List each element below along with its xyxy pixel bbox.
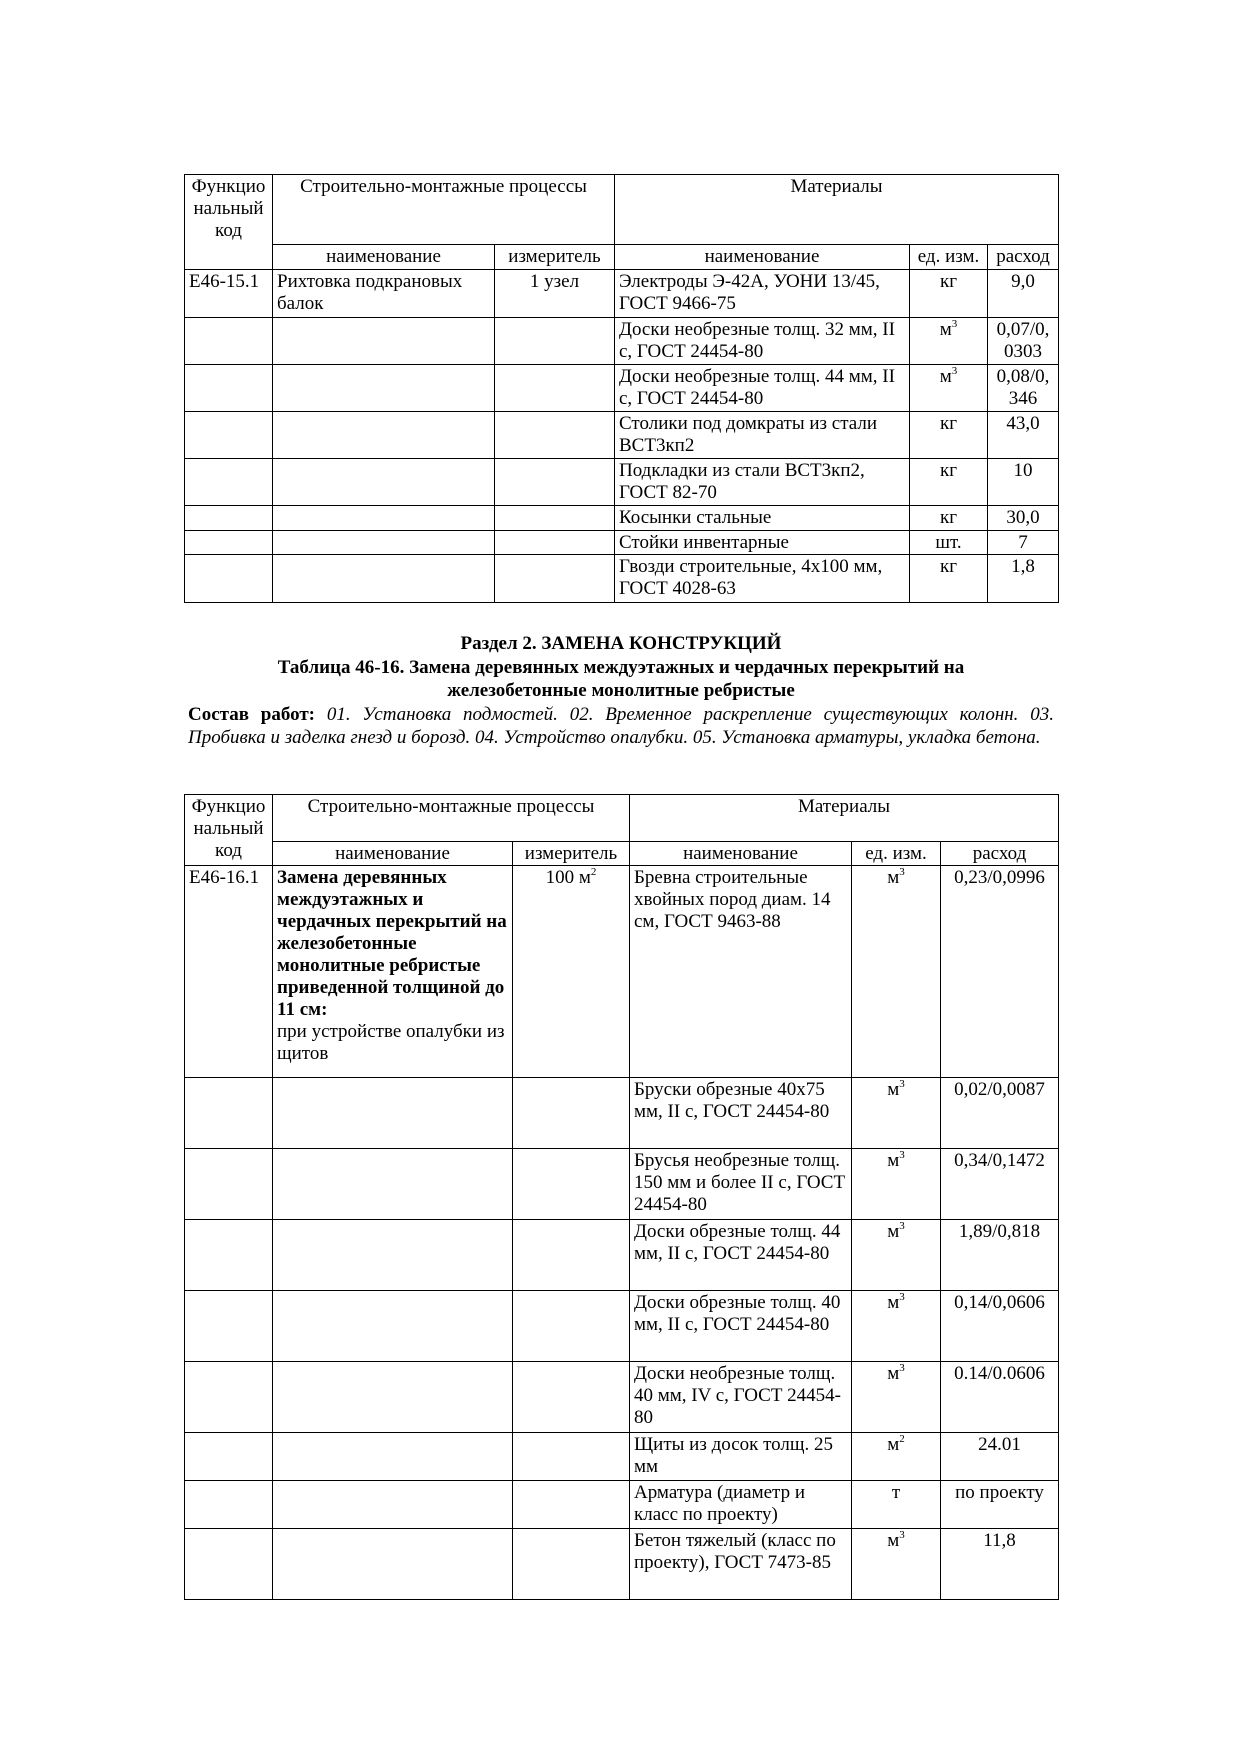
material-unit: кг xyxy=(910,412,988,459)
work-composition xyxy=(188,703,1054,749)
material-name: Косынки стальные xyxy=(615,506,910,531)
material-name: Подкладки из стали ВСТ3кп2, ГОСТ 82-70 xyxy=(615,459,910,506)
material-consumption: 0.14/0.0606 xyxy=(941,1362,1059,1433)
material-unit: кг xyxy=(910,555,988,603)
table-row xyxy=(185,555,1059,603)
table-row xyxy=(185,1433,1059,1481)
table-row xyxy=(185,412,1059,459)
table-title: Таблица 46-16. Замена деревянных междуэтажных и чердачных перекрытий на железобетонные монолитные ребристые xyxy=(277,657,965,701)
header-material-unit: ед. изм. xyxy=(852,842,941,866)
material-consumption: 24.01 xyxy=(941,1433,1059,1481)
header-material-consumption: расход xyxy=(941,842,1059,866)
material-consumption: 30,0 xyxy=(988,506,1059,531)
material-name: Доски необрезные толщ. 40 мм, IV с, ГОСТ 24454-80 xyxy=(630,1362,852,1433)
material-name: Столики под домкраты из стали ВСТ3кп2 xyxy=(615,412,910,459)
material-unit: $м^3$ xyxy=(852,1220,941,1291)
material-name: Доски обрезные толщ. 44 мм, II с, ГОСТ 24454-80 xyxy=(630,1220,852,1291)
header-material-unit: ед. изм. xyxy=(910,245,988,270)
process-meter: 1 узел xyxy=(495,270,615,318)
table-row xyxy=(185,1481,1059,1529)
table-subheader-row xyxy=(185,842,1059,866)
material-unit: $м^3$ xyxy=(852,1078,941,1149)
table-row xyxy=(185,270,1059,318)
header-code: Функцио нальный код xyxy=(185,175,273,270)
material-unit: кг xyxy=(910,270,988,318)
material-unit: $м^3$ xyxy=(910,318,988,365)
material-consumption: 0,14/0,0606 xyxy=(941,1291,1059,1362)
table-subheader-row xyxy=(185,245,1059,270)
table-row xyxy=(185,365,1059,412)
material-name: Бруски обрезные 40х75 мм, II с, ГОСТ 24454-80 xyxy=(630,1078,852,1149)
material-consumption: 9,0 xyxy=(988,270,1059,318)
material-consumption: 11,8 xyxy=(941,1529,1059,1600)
material-name: Брусья необрезные толщ. 150 мм и более II с, ГОСТ 24454-80 xyxy=(630,1149,852,1220)
material-consumption: 0,02/0,0087 xyxy=(941,1078,1059,1149)
header-materials: Материалы xyxy=(630,795,1059,842)
material-unit: $м^2$ xyxy=(852,1433,941,1481)
material-consumption: 43,0 xyxy=(988,412,1059,459)
table-row xyxy=(185,1149,1059,1220)
table-row xyxy=(185,1291,1059,1362)
material-name: Доски обрезные толщ. 40 мм, II с, ГОСТ 24454-80 xyxy=(630,1291,852,1362)
material-consumption: 10 xyxy=(988,459,1059,506)
material-name: Бетон тяжелый (класс по проекту), ГОСТ 7473-85 xyxy=(630,1529,852,1600)
header-process-name: наименование xyxy=(273,842,513,866)
material-unit: $м^3$ xyxy=(910,365,988,412)
table-row xyxy=(185,531,1059,555)
table-row xyxy=(185,1078,1059,1149)
material-unit: $м^3$ xyxy=(852,1149,941,1220)
material-name: Доски необрезные толщ. 44 мм, II с, ГОСТ 24454-80 xyxy=(615,365,910,412)
table-row xyxy=(185,1362,1059,1433)
material-consumption: 0,07/0,0303 xyxy=(988,318,1059,365)
header-code: Функцио нальный код xyxy=(185,795,273,866)
materials-table-46-16 xyxy=(184,794,1059,1600)
material-consumption: по проекту xyxy=(941,1481,1059,1529)
process-name: Рихтовка подкрановых балок xyxy=(273,270,495,318)
material-unit: кг xyxy=(910,459,988,506)
table-row xyxy=(185,459,1059,506)
material-unit: $м^3$ xyxy=(852,1291,941,1362)
material-unit: шт. xyxy=(910,531,988,555)
material-consumption: 1,89/0,818 xyxy=(941,1220,1059,1291)
material-consumption: 7 xyxy=(988,531,1059,555)
material-name: Доски необрезные толщ. 32 мм, II с, ГОСТ 24454-80 xyxy=(615,318,910,365)
table-header-row xyxy=(185,795,1059,842)
table-row xyxy=(185,866,1059,1078)
material-name: Стойки инвентарные xyxy=(615,531,910,555)
table-row xyxy=(185,506,1059,531)
header-processes: Строительно-монтажные процессы xyxy=(273,175,615,245)
section-title: Раздел 2. ЗАМЕНА КОНСТРУКЦИЙ xyxy=(460,633,782,654)
process-name xyxy=(273,866,513,1078)
header-processes: Строительно-монтажные процессы xyxy=(273,795,630,842)
material-consumption: 1,8 xyxy=(988,555,1059,603)
material-name: Арматура (диаметр и класс по проекту) xyxy=(630,1481,852,1529)
material-unit: $м^3$ xyxy=(852,866,941,1078)
work-composition-label: Состав работ: xyxy=(188,704,316,725)
table-row xyxy=(185,318,1059,365)
material-name: Бревна строительные хвойных пород диам. 14 см, ГОСТ 9463-88 xyxy=(630,866,852,1078)
material-consumption: 0,23/0,0996 xyxy=(941,866,1059,1078)
material-unit: кг xyxy=(910,506,988,531)
header-process-meter: измеритель xyxy=(513,842,630,866)
function-code: Е46-16.1 xyxy=(185,866,273,1078)
material-consumption: 0,34/0,1472 xyxy=(941,1149,1059,1220)
materials-table-46-15 xyxy=(184,174,1059,603)
table-header-row xyxy=(185,175,1059,245)
material-consumption: 0,08/0,346 xyxy=(988,365,1059,412)
material-unit: $м^3$ xyxy=(852,1529,941,1600)
process-meter: 100 $м^2$ xyxy=(513,866,630,1078)
material-name: Щиты из досок толщ. 25 мм xyxy=(630,1433,852,1481)
material-name: Электроды Э-42А, УОНИ 13/45, ГОСТ 9466-75 xyxy=(615,270,910,318)
function-code: Е46-15.1 xyxy=(185,270,273,318)
header-process-meter: измеритель xyxy=(495,245,615,270)
process-name-detail: при устройстве опалубки из щитов xyxy=(277,1021,505,1064)
header-material-name: наименование xyxy=(630,842,852,866)
process-name-bold: Замена деревянных междуэтажных и чердачных перекрытий на железобетонные монолитные ребристые приведенной толщиной до 11 см: xyxy=(277,867,507,1020)
material-name: Гвозди строительные, 4х100 мм, ГОСТ 4028-63 xyxy=(615,555,910,603)
header-material-consumption: расход xyxy=(988,245,1059,270)
header-material-name: наименование xyxy=(615,245,910,270)
table-row xyxy=(185,1220,1059,1291)
header-materials: Материалы xyxy=(615,175,1059,245)
material-unit: т xyxy=(852,1481,941,1529)
header-process-name: наименование xyxy=(273,245,495,270)
work-composition-text: 01. Установка подмостей. 02. Временное раскрепление существующих колонн. 03. Пробивка и заделка гнезд и борозд. 04. Устройство опалубки. 05. Установка арматуры, укладка бетона. xyxy=(188,704,1054,748)
table-row xyxy=(185,1529,1059,1600)
material-unit: $м^3$ xyxy=(852,1362,941,1433)
